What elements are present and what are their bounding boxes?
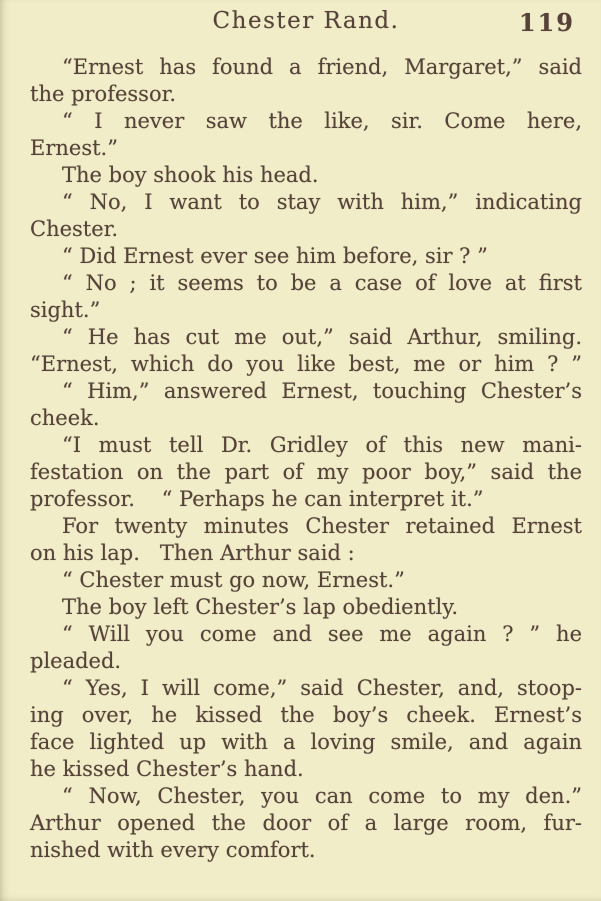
text-line: festation on the part of my poor boy,” said the — [30, 460, 582, 484]
text-line: “ Yes, I will come,” said Chester, and, stoop- — [62, 676, 582, 700]
text-line: The boy shook his head. — [62, 163, 319, 187]
text-line: Ernest.” — [30, 136, 118, 160]
text-line: “ Now, Chester, you can come to my den.” — [62, 784, 582, 808]
running-title: Chester Rand. — [212, 8, 400, 34]
text-line: “Ernest has found a friend, Margaret,” said — [62, 55, 582, 79]
text-line: Arthur opened the door of a large room, fur- — [30, 811, 582, 835]
text-line: Chester. — [30, 217, 119, 241]
text-line: “I must tell Dr. Gridley of this new mani- — [62, 433, 582, 457]
text-line: he kissed Chester’s hand. — [30, 757, 304, 781]
text-line: “Ernest, which do you like best, me or him ? ” — [30, 352, 582, 376]
text-block — [30, 54, 582, 864]
page-header — [30, 8, 582, 36]
text-line: the professor. — [30, 82, 176, 106]
text-line: nished with every comfort. — [30, 838, 316, 862]
text-line: For twenty minutes Chester retained Ernest — [62, 514, 582, 538]
text-line: on his lap. Then Arthur said : — [30, 541, 355, 565]
page-number: 119 — [518, 8, 575, 37]
text-line: “ He has cut me out,” said Arthur, smiling. — [62, 325, 582, 349]
text-line: ing over, he kissed the boy’s cheek. Ernest’s — [30, 703, 582, 727]
text-line: “ Will you come and see me again ? ” he — [62, 622, 582, 646]
text-line: “ Him,” answered Ernest, touching Chester’s — [62, 379, 582, 403]
text-line: “ No ; it seems to be a case of love at first — [62, 271, 582, 295]
text-line: “ I never saw the like, sir. Come here, — [62, 109, 582, 133]
text-line: pleaded. — [30, 649, 122, 673]
text-line: “ Did Ernest ever see him before, sir ? ” — [62, 244, 488, 268]
text-line: “ Chester must go now, Ernest.” — [62, 568, 405, 592]
text-line: cheek. — [30, 406, 100, 430]
text-line: “ No, I want to stay with him,” indicating — [62, 190, 582, 214]
text-line: face lighted up with a loving smile, and again — [30, 730, 582, 754]
text-line: The boy left Chester’s lap obediently. — [62, 595, 459, 619]
text-line: professor. “ Perhaps he can interpret it.” — [30, 487, 484, 511]
text-line: sight.” — [30, 298, 101, 322]
